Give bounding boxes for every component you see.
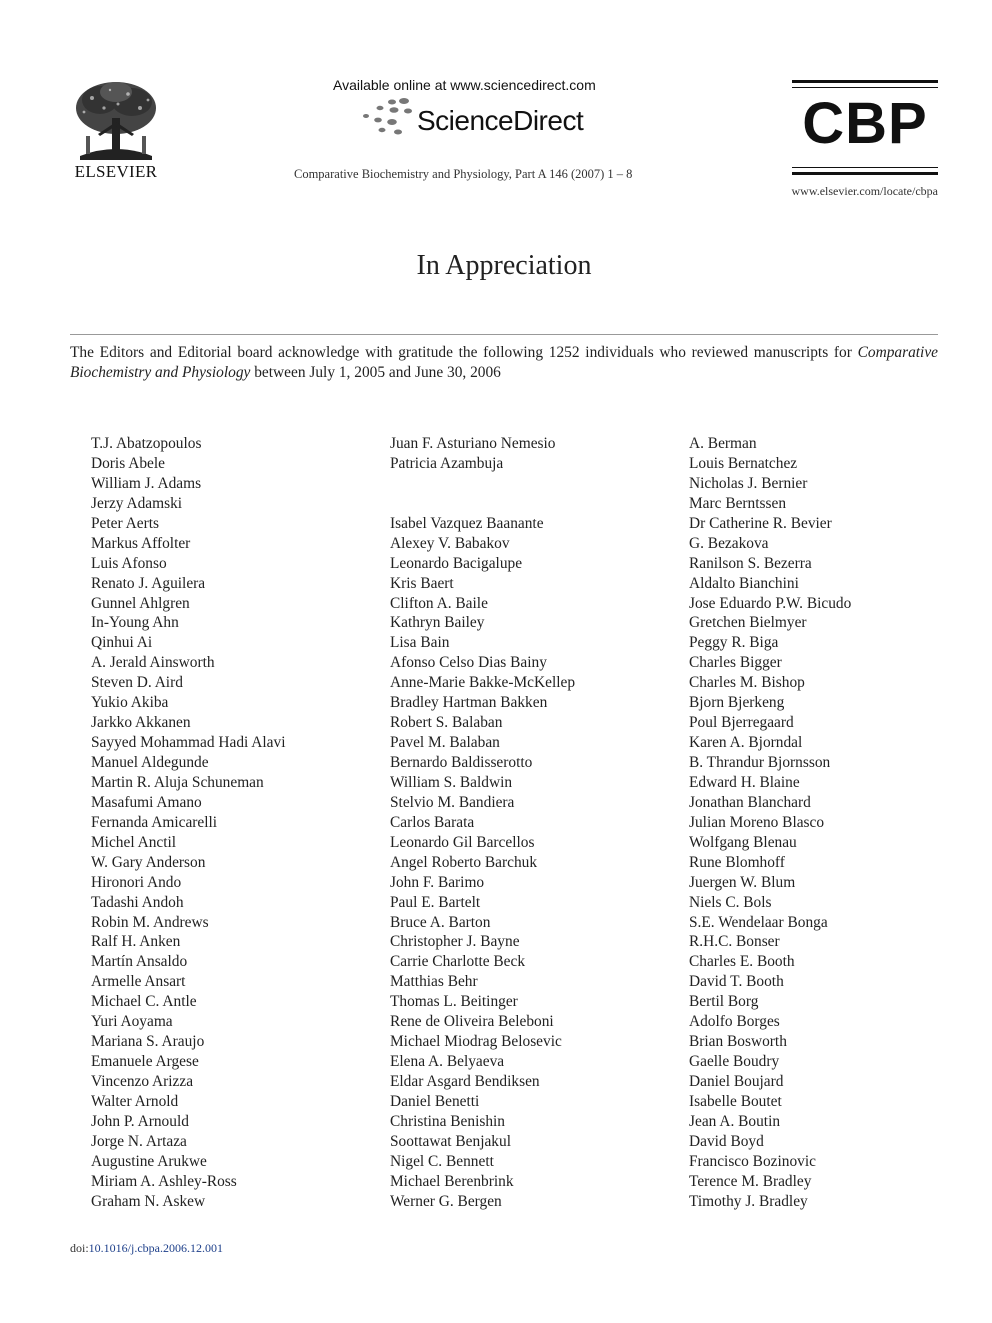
- reviewer-name: Jean A. Boutin: [689, 1112, 781, 1130]
- reviewer-name: Niels C. Bols: [689, 893, 772, 911]
- reviewer-name: Paul E. Bartelt: [390, 893, 481, 911]
- reviewer-name: Julian Moreno Blasco: [689, 813, 825, 831]
- reviewer-name: Dr Catherine R. Bevier: [689, 514, 832, 532]
- reviewer-name: Bruce A. Barton: [390, 913, 491, 931]
- reviewer-name: Kris Baert: [390, 574, 454, 592]
- reviewer-column-2: [390, 434, 575, 1212]
- reviewer-column-3: [689, 434, 851, 1212]
- reviewer-name: Manuel Aldegunde: [91, 754, 209, 771]
- intro-journal-name: Comparative Biochemistry and Physiology: [70, 344, 938, 381]
- journal-abbrev-logo: CBP: [802, 91, 928, 156]
- reviewer-name: Armelle Ansart: [91, 973, 186, 991]
- reviewer-name: Michael Miodrag Belosevic: [390, 1033, 562, 1051]
- reviewer-name: Bernardo Baldisserotto: [390, 754, 533, 771]
- reviewer-name: Timothy J. Bradley: [689, 1192, 808, 1210]
- reviewer-name: B. Thrandur Bjornsson: [689, 754, 831, 771]
- reviewer-name: Leonardo Bacigalupe: [390, 554, 523, 572]
- reviewer-name: Aldalto Bianchini: [689, 574, 799, 592]
- reviewer-name: William J. Adams: [91, 474, 202, 492]
- reviewer-name: Ralf H. Anken: [91, 933, 181, 951]
- reviewer-name: Alexey V. Babakov: [390, 534, 510, 552]
- reviewer-name: Qinhui Ai: [91, 634, 153, 652]
- reviewer-name: Vincenzo Arizza: [91, 1073, 194, 1090]
- reviewer-name: Renato J. Aguilera: [91, 574, 206, 592]
- available-online-text: Available online at www.sciencedirect.com: [333, 77, 596, 93]
- reviewer-name: Soottawat Benjakul: [390, 1132, 511, 1150]
- reviewer-name: G. Bezakova: [689, 534, 769, 552]
- reviewer-name: Afonso Celso Dias Bainy: [390, 654, 547, 672]
- reviewer-name: David T. Booth: [689, 973, 784, 991]
- reviewer-name: Patricia Azambuja: [390, 454, 504, 472]
- cbp-rule: [792, 87, 938, 88]
- reviewer-name: John P. Arnould: [91, 1112, 189, 1130]
- cbp-rule: [792, 172, 938, 175]
- reviewer-name: William S. Baldwin: [390, 773, 513, 791]
- reviewer-name: Juergen W. Blum: [689, 873, 796, 891]
- reviewer-column-1: [91, 434, 286, 1212]
- reviewer-name: Robin M. Andrews: [91, 913, 209, 931]
- reviewer-name: [390, 474, 575, 494]
- reviewer-name: Walter Arnold: [91, 1092, 179, 1110]
- reviewer-name: Christina Benishin: [390, 1112, 506, 1130]
- reviewer-name: Isabelle Boutet: [689, 1092, 782, 1110]
- reviewer-name: Masafumi Amano: [91, 793, 202, 811]
- reviewer-name: Terence M. Bradley: [689, 1172, 812, 1190]
- reviewer-name: Bertil Borg: [689, 993, 759, 1011]
- reviewer-name: Gunnel Ahlgren: [91, 594, 190, 612]
- reviewer-name: Brian Bosworth: [689, 1033, 787, 1051]
- reviewer-name: Edward H. Blaine: [689, 773, 800, 791]
- reviewer-name: Marc Berntssen: [689, 494, 787, 512]
- doi-prefix: doi:: [70, 1241, 89, 1255]
- reviewer-name: Sayyed Mohammad Hadi Alavi: [91, 734, 286, 752]
- reviewer-name: John F. Barimo: [390, 873, 485, 891]
- reviewer-name: Yukio Akiba: [91, 694, 169, 712]
- reviewer-name: Luis Afonso: [91, 554, 167, 572]
- reviewer-name: Doris Abele: [91, 454, 165, 472]
- reviewer-name: Lisa Bain: [390, 634, 450, 652]
- reviewer-name: [390, 494, 575, 514]
- reviewer-name: Kathryn Bailey: [390, 614, 485, 632]
- reviewer-name: Markus Affolter: [91, 534, 191, 552]
- reviewer-name: Michael C. Antle: [91, 993, 197, 1011]
- reviewer-name: Peter Aerts: [91, 514, 159, 532]
- reviewer-name: Daniel Benetti: [390, 1092, 480, 1110]
- reviewer-name: Peggy R. Biga: [689, 634, 779, 652]
- reviewer-name: Michel Anctil: [91, 833, 177, 851]
- reviewer-name: Gaelle Boudry: [689, 1053, 780, 1071]
- cbp-rule: [792, 167, 938, 168]
- reviewer-name: Yuri Aoyama: [91, 1013, 173, 1031]
- reviewer-name: Augustine Arukwe: [91, 1152, 207, 1170]
- reviewer-name: Werner G. Bergen: [390, 1192, 502, 1210]
- reviewer-name: Graham N. Askew: [91, 1192, 206, 1210]
- reviewer-name: Martín Ansaldo: [91, 953, 188, 971]
- intro-lead: The Editors and Editorial board acknowledge with gratitude the following 1252 individuals who reviewed manuscripts for: [70, 344, 852, 361]
- reviewer-name: Fernanda Amicarelli: [91, 813, 218, 831]
- reviewer-name: Robert S. Balaban: [390, 714, 503, 732]
- reviewer-name: Jarkko Akkanen: [91, 714, 191, 732]
- reviewer-name: Miriam A. Ashley-Ross: [91, 1172, 237, 1190]
- reviewer-name: David Boyd: [689, 1132, 764, 1150]
- reviewer-name: Thomas L. Beitinger: [390, 993, 518, 1011]
- reviewer-name: Emanuele Argese: [91, 1053, 199, 1071]
- reviewer-name: Jose Eduardo P.W. Bicudo: [689, 594, 852, 612]
- reviewer-name: T.J. Abatzopoulos: [91, 435, 202, 452]
- page-title: In Appreciation: [416, 250, 592, 281]
- reviewer-name: Rune Blomhoff: [689, 853, 785, 871]
- reviewer-name: Ranilson S. Bezerra: [689, 554, 812, 572]
- reviewer-name: Charles E. Booth: [689, 953, 795, 971]
- reviewer-name: Gretchen Bielmyer: [689, 614, 807, 632]
- reviewer-name: Charles M. Bishop: [689, 674, 805, 692]
- reviewer-name: Mariana S. Araujo: [91, 1033, 205, 1051]
- reviewer-name: A. Berman: [689, 435, 757, 452]
- intro-paragraph: [70, 343, 938, 383]
- reviewer-name: Karen A. Bjorndal: [689, 734, 803, 752]
- intro-tail: between July 1, 2005 and June 30, 2006: [254, 364, 501, 381]
- sciencedirect-wordmark: ScienceDirect: [417, 105, 584, 136]
- reviewer-name: Anne-Marie Bakke-McKellep: [390, 674, 576, 692]
- reviewer-name: Clifton A. Baile: [390, 594, 488, 612]
- reviewer-name: Eldar Asgard Bendiksen: [390, 1073, 540, 1090]
- reviewer-name: Jonathan Blanchard: [689, 793, 811, 811]
- reviewer-name: W. Gary Anderson: [91, 853, 206, 871]
- reviewer-name: S.E. Wendelaar Bonga: [689, 913, 828, 931]
- reviewer-name: Pavel M. Balaban: [390, 734, 500, 752]
- reviewer-name: Francisco Bozinovic: [689, 1152, 816, 1170]
- reviewer-name: Bradley Hartman Bakken: [390, 694, 548, 712]
- reviewer-name: Martin R. Aluja Schuneman: [91, 773, 264, 791]
- reviewer-name: Tadashi Andoh: [91, 893, 184, 911]
- cbp-rule: [792, 80, 938, 83]
- journal-url[interactable]: www.elsevier.com/locate/cbpa: [791, 184, 938, 198]
- reviewer-name: Bjorn Bjerkeng: [689, 694, 785, 712]
- reviewer-name: Leonardo Gil Barcellos: [390, 833, 535, 851]
- reviewer-name: Elena A. Belyaeva: [390, 1053, 505, 1071]
- reviewer-name: Carrie Charlotte Beck: [390, 953, 526, 971]
- reviewer-name: Wolfgang Blenau: [689, 833, 797, 851]
- reviewer-name: Matthias Behr: [390, 973, 478, 991]
- reviewer-name: Poul Bjerregaard: [689, 714, 794, 732]
- reviewer-name: Louis Bernatchez: [689, 454, 798, 472]
- reviewer-name: Michael Berenbrink: [390, 1172, 514, 1190]
- reviewer-name: Angel Roberto Barchuk: [390, 853, 538, 871]
- reviewer-name: Carlos Barata: [390, 813, 475, 831]
- publisher-name: ELSEVIER: [74, 162, 158, 181]
- reviewer-name: Juan F. Asturiano Nemesio: [390, 435, 556, 452]
- doi-link[interactable]: 10.1016/j.cbpa.2006.12.001: [88, 1241, 223, 1255]
- reviewer-name: A. Jerald Ainsworth: [91, 654, 215, 672]
- reviewer-name: Christopher J. Bayne: [390, 933, 520, 951]
- reviewer-name: Nigel C. Bennett: [390, 1152, 494, 1170]
- reviewer-name: R.H.C. Bonser: [689, 933, 780, 951]
- reviewer-name: Hironori Ando: [91, 873, 182, 891]
- reviewer-name: Nicholas J. Bernier: [689, 474, 808, 492]
- reviewer-name: Stelvio M. Bandiera: [390, 793, 515, 811]
- reviewer-name: In-Young Ahn: [91, 614, 179, 632]
- reviewer-name: Steven D. Aird: [91, 674, 183, 692]
- reviewer-name: Isabel Vazquez Baanante: [390, 514, 544, 532]
- reviewer-name: Jerzy Adamski: [91, 494, 183, 512]
- reviewer-name: Daniel Boujard: [689, 1073, 784, 1090]
- doi-line: [70, 1241, 223, 1256]
- reviewer-name: Charles Bigger: [689, 654, 782, 672]
- reviewer-name: Adolfo Borges: [689, 1013, 780, 1031]
- journal-citation: Comparative Biochemistry and Physiology, Part A 146 (2007) 1 – 8: [294, 167, 633, 181]
- divider: [70, 334, 938, 335]
- reviewer-name: Jorge N. Artaza: [91, 1132, 187, 1150]
- reviewer-name: Rene de Oliveira Beleboni: [390, 1013, 554, 1031]
